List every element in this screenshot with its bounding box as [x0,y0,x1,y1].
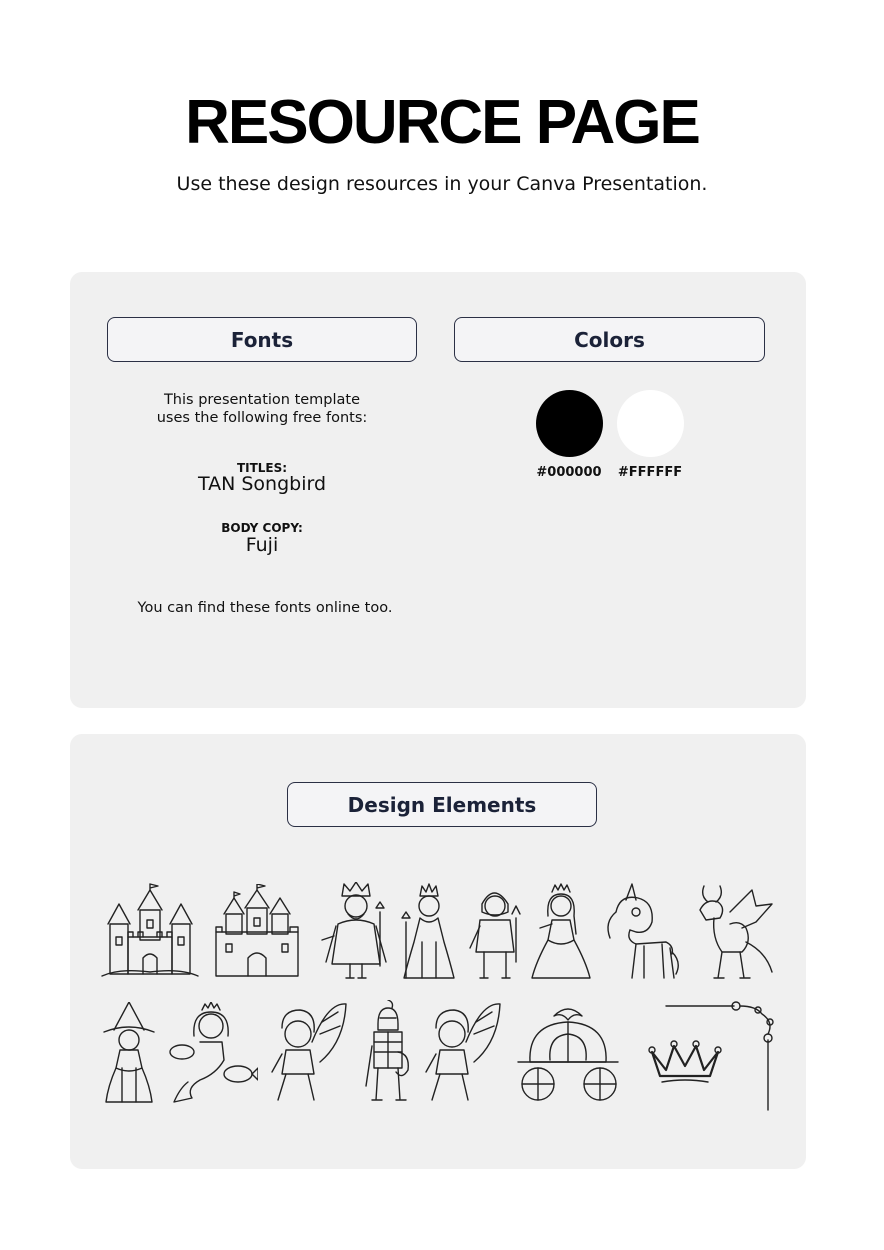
color-hex-label: #000000 [536,465,602,480]
color-swatch-black [536,390,603,457]
fairy-icon [422,1002,502,1104]
page-title: RESOURCE PAGE [185,88,699,157]
castle-icon [212,884,302,980]
titles-font: TAN Songbird [197,473,327,495]
corner-ornament-icon [664,1000,776,1112]
color-hex-label: #FFFFFF [617,465,683,480]
color-swatch-white [617,390,684,457]
design-elements-heading-label: Design Elements [347,792,537,817]
fonts-heading-label: Fonts [230,327,294,352]
princess-icon [530,882,592,982]
colors-heading-label: Colors [574,327,645,352]
unicorn-icon [596,882,682,982]
fonts-intro-line: uses the following free fonts: [156,410,368,426]
design-elements-heading [287,782,597,827]
fonts-intro [112,391,412,427]
prince-icon [464,882,526,982]
fonts-intro-line: This presentation template [163,392,361,408]
king-icon [316,882,396,982]
fonts-heading [107,317,417,362]
dragon-icon [686,882,776,982]
mermaid-icon [166,1002,258,1104]
body-copy-label: BODY COPY: [221,521,303,535]
fonts-footnote: You can find these fonts online too. [137,600,393,616]
page-subtitle: Use these design resources in your Canva Presentation. [176,173,708,195]
carriage-icon [514,1002,622,1104]
fairy-icon [268,1002,348,1104]
titles-label: TITLES: [236,461,288,475]
witch-icon [100,1002,158,1104]
queen-icon [400,882,458,982]
castle-icon [100,882,200,980]
knight-icon [364,1000,412,1104]
colors-heading [454,317,765,362]
body-copy-font: Fuji [245,534,279,556]
